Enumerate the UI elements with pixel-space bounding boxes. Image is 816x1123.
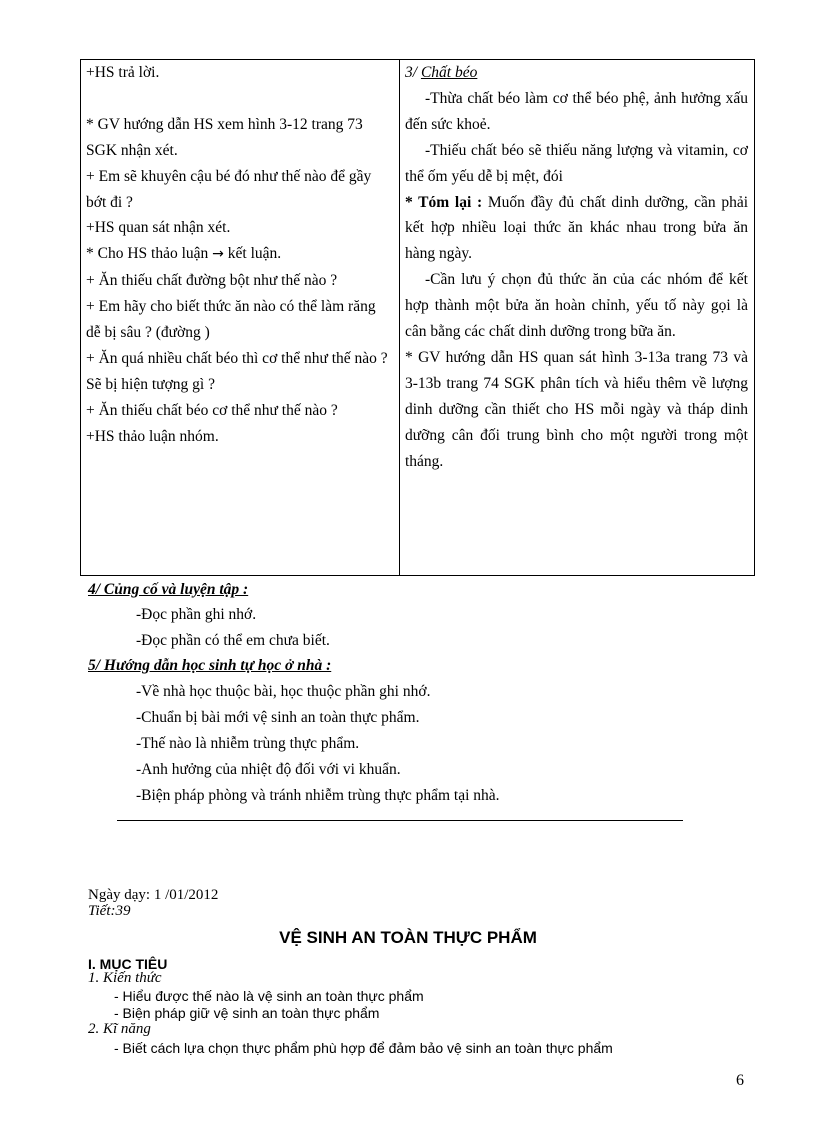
activity-line: * GV hướng dẫn HS xem hình 3-12 trang 73 SGK nhận xét. — [86, 115, 363, 159]
knowledge-subheading: 1. Kiến thức — [88, 970, 162, 986]
skills-item: - Biết cách lựa chọn thực phẩm phù hợp để đảm bảo vệ sinh an toàn thực phẩm — [114, 1040, 613, 1056]
objectives-heading: I. MỤC TIÊU — [88, 956, 168, 972]
content-heading: 3/ Chất béo — [405, 64, 478, 81]
activity-line: + Ăn quá nhiều chất béo thì cơ thể như thế nào ?Sẽ bị hiện tượng gì ? — [86, 349, 388, 393]
section5-item: -Chuẩn bị bài mới vệ sinh an toàn thực phẩm. — [136, 709, 420, 726]
knowledge-item: - Biện pháp giữ vệ sinh an toàn thực phẩm — [114, 1005, 380, 1021]
page-number: 6 — [736, 1072, 744, 1089]
content-paragraph: -Thiếu chất béo sẽ thiếu năng lượng và vitamin, cơ thể ốm yếu dễ bị mệt, đói — [405, 141, 748, 185]
activity-line: +HS trả lời. — [86, 64, 160, 81]
teacher-student-activities — [86, 60, 393, 450]
content-paragraph: -Thừa chất béo làm cơ thể béo phệ, ảnh hưởng xấu đến sức khoẻ. — [405, 89, 748, 133]
activity-line: +HS quan sát nhận xét. — [86, 219, 231, 237]
activity-line — [86, 241, 393, 268]
section5-title: 5/ Hướng dẫn học sinh tự học ở nhà : — [88, 657, 332, 674]
summary-text: Muốn đầy đủ chất dinh dưỡng, cần phải kết hợp nhiều loại thức ăn khác nhau trong bửa ăn hàng ngày. — [405, 193, 749, 263]
content-paragraph: -Cần lưu ý chọn đủ thức ăn của các nhóm để kết hợp thành một bửa ăn hoàn chỉnh, yếu tố này gọi là cân bằng các chất dinh dưỡng trong bữa ăn. — [405, 271, 748, 341]
lesson-content — [405, 60, 748, 475]
activity-text: * Cho HS thảo luận — [86, 245, 209, 263]
section5-item: -Biện pháp phòng và tránh nhiễm trùng thực phẩm tại nhà. — [136, 787, 500, 804]
activity-line: + Ăn thiếu chất đường bột như thế nào ? — [86, 272, 338, 290]
skills-subheading: 2. Kĩ năng — [88, 1021, 151, 1037]
section4-item: -Đọc phần ghi nhớ. — [136, 606, 257, 623]
activity-line: + Ăn thiếu chất béo cơ thể như thế nào ? — [86, 401, 338, 419]
lesson-period: Tiết:39 — [88, 903, 131, 919]
section4-item: -Đọc phần có thể em chưa biết. — [136, 632, 330, 649]
section4-title: 4/ Củng cố và luyện tập : — [88, 581, 249, 598]
column-divider — [399, 60, 400, 575]
section5-item: -Anh hưởng của nhiệt độ đối với vi khuẩn. — [136, 761, 401, 778]
section5-item: -Thế nào là nhiễm trùng thực phẩm. — [136, 735, 360, 752]
content-paragraph: * GV hướng dẫn HS quan sát hình 3-13a trang 73 và 3-13b trang 74 SGK phân tích và hiểu thêm về lượng dinh dưỡng cần thiết cho HS mỗi ngày và tháp dinh dưỡng cân đối trung bình cho một người trong một tháng. — [405, 348, 748, 470]
separator-line — [117, 820, 683, 821]
activity-line: + Em sẽ khuyên cậu bé đó như thế nào để gầy bớt đi ? — [86, 167, 372, 211]
right-arrow-icon: → — [212, 246, 224, 263]
summary-paragraph — [405, 190, 748, 268]
activity-line: +HS thảo luận nhóm. — [86, 427, 219, 445]
activity-line: + Em hãy cho biết thức ăn nào có thể làm răng dễ bị sâu ? (đường ) — [86, 298, 376, 342]
knowledge-item: - Hiểu được thế nào là vệ sinh an toàn thực phẩm — [114, 988, 424, 1004]
heading-text: Chất béo — [420, 64, 478, 81]
activity-text: kết luận. — [227, 245, 282, 263]
blank-line — [86, 86, 393, 112]
summary-lead: * Tóm lại : — [405, 193, 483, 211]
section5-item: -Về nhà học thuộc bài, học thuộc phần ghi nhớ. — [136, 683, 431, 700]
lesson-table — [80, 59, 755, 576]
lesson-date: Ngày dạy: 1 /01/2012 — [88, 887, 219, 903]
lesson-title: VỆ SINH AN TOÀN THỰC PHẨM — [279, 928, 537, 947]
